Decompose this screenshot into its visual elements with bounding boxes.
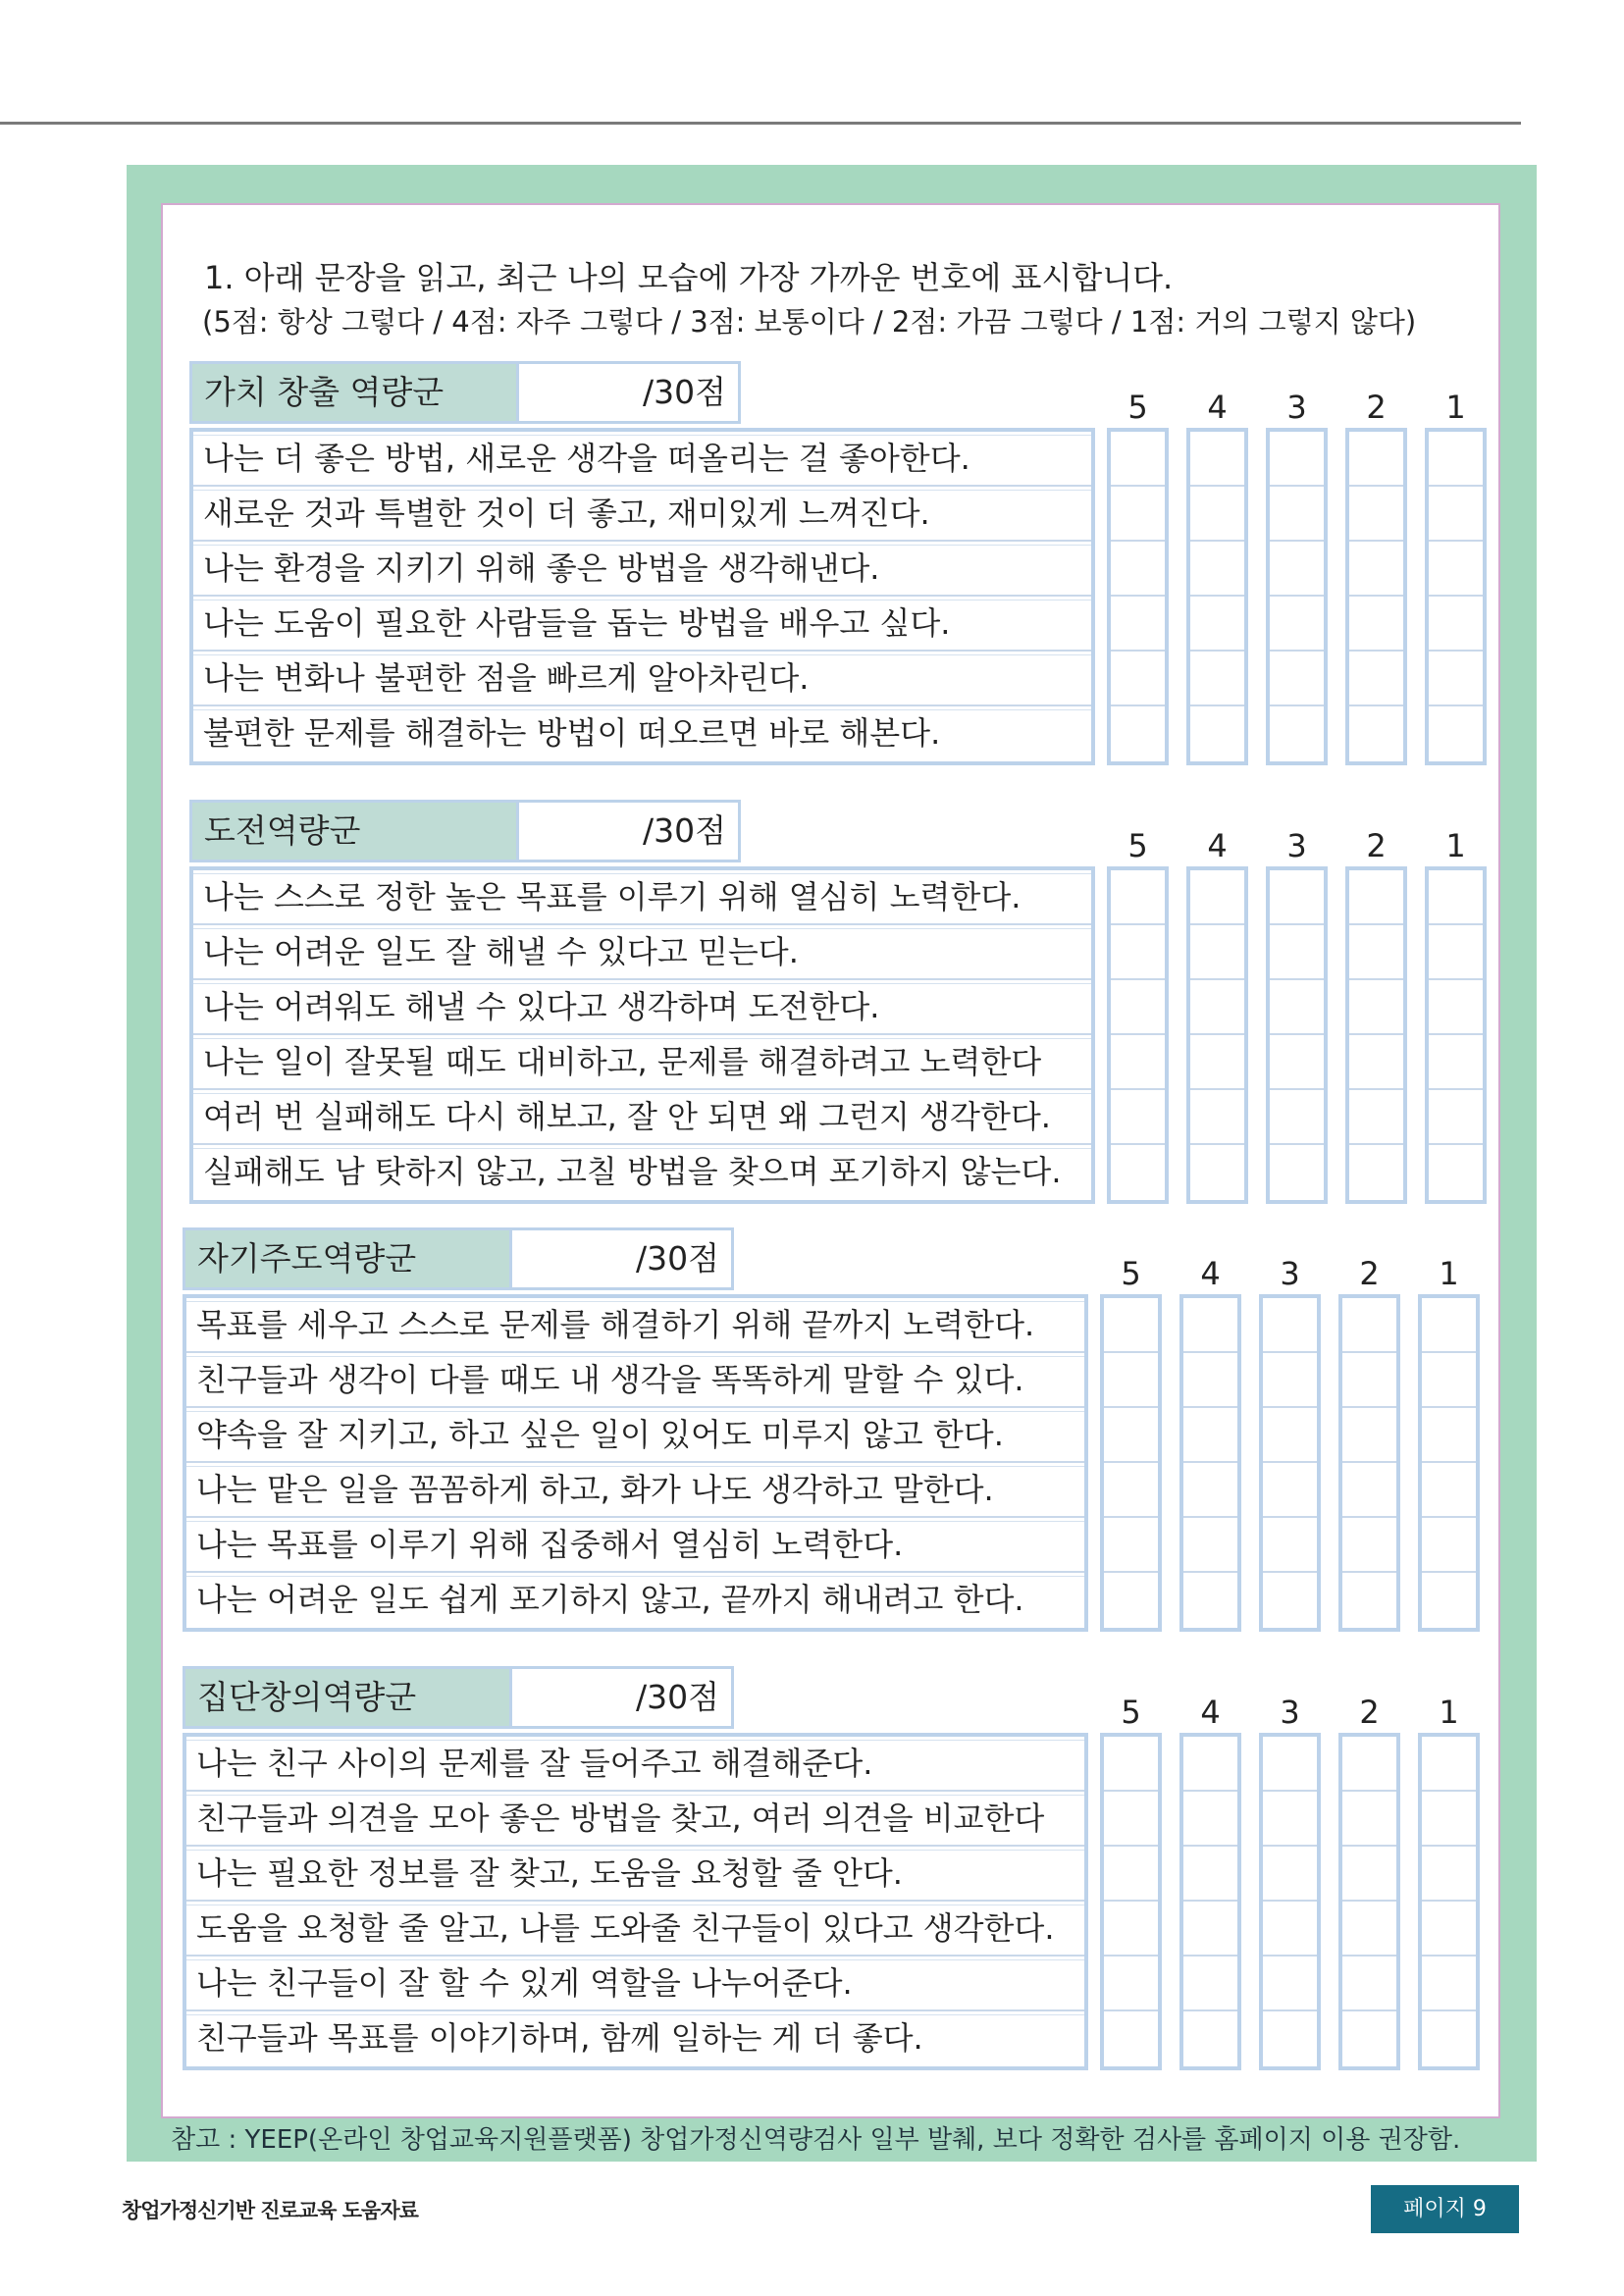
scale-label: 5 — [1121, 1255, 1141, 1292]
rating-checkbox[interactable] — [1422, 1463, 1476, 1518]
rating-checkbox[interactable] — [1429, 652, 1483, 706]
rating-checkbox[interactable] — [1190, 870, 1244, 925]
document-title: 창업가정신기반 진로교육 도움자료 — [122, 2199, 418, 2222]
rating-column-1 — [1418, 1294, 1480, 1632]
scale-label: 2 — [1366, 389, 1387, 426]
rating-checkbox[interactable] — [1349, 1090, 1403, 1145]
rating-checkbox[interactable] — [1104, 1957, 1158, 2011]
rating-column-2 — [1338, 1294, 1400, 1632]
rating-checkbox[interactable] — [1183, 1353, 1237, 1408]
rating-column-4 — [1186, 866, 1248, 1204]
rating-checkbox[interactable] — [1342, 1902, 1396, 1957]
rating-checkbox[interactable] — [1183, 1408, 1237, 1463]
rating-checkbox[interactable] — [1104, 1353, 1158, 1408]
rating-column-3 — [1266, 428, 1328, 765]
rating-checkbox[interactable] — [1190, 432, 1244, 487]
rating-checkbox[interactable] — [1349, 1035, 1403, 1090]
rating-checkbox[interactable] — [1270, 542, 1324, 597]
rating-checkbox[interactable] — [1349, 597, 1403, 652]
section-header — [189, 361, 741, 424]
rating-checkbox[interactable] — [1422, 1353, 1476, 1408]
rating-checkbox[interactable] — [1183, 1792, 1237, 1847]
rating-column-4 — [1186, 428, 1248, 765]
rating-checkbox[interactable] — [1183, 1298, 1237, 1353]
rating-checkbox[interactable] — [1263, 1737, 1317, 1792]
rating-checkbox[interactable] — [1349, 487, 1403, 542]
rating-checkbox[interactable] — [1429, 980, 1483, 1035]
statement-row: 나는 목표를 이루기 위해 집중해서 열심히 노력한다. — [186, 1518, 1084, 1573]
rating-checkbox[interactable] — [1429, 1090, 1483, 1145]
rating-checkbox[interactable] — [1183, 1737, 1237, 1792]
rating-checkbox[interactable] — [1104, 1792, 1158, 1847]
rating-checkbox[interactable] — [1429, 487, 1483, 542]
rating-checkbox[interactable] — [1349, 1145, 1403, 1200]
rating-checkbox[interactable] — [1104, 2011, 1158, 2066]
rating-checkbox[interactable] — [1270, 980, 1324, 1035]
rating-checkbox[interactable] — [1342, 1353, 1396, 1408]
rating-checkbox[interactable] — [1349, 432, 1403, 487]
competency-section — [183, 1227, 1497, 1640]
statement-row: 여러 번 실패해도 다시 해보고, 잘 안 되면 왜 그런지 생각한다. — [193, 1090, 1091, 1145]
rating-column-1 — [1418, 1733, 1480, 2070]
statement-row: 약속을 잘 지키고, 하고 싶은 일이 있어도 미루지 않고 한다. — [186, 1408, 1084, 1463]
rating-column-5 — [1100, 1733, 1162, 2070]
section-header — [183, 1666, 734, 1729]
rating-checkbox[interactable] — [1190, 925, 1244, 980]
rating-checkbox[interactable] — [1104, 1847, 1158, 1902]
rating-checkbox[interactable] — [1349, 980, 1403, 1035]
scale-label: 3 — [1286, 389, 1307, 426]
rating-column-5 — [1107, 428, 1169, 765]
statement-row: 나는 변화나 불편한 점을 빠르게 알아차린다. — [193, 652, 1091, 706]
rating-checkbox[interactable] — [1429, 432, 1483, 487]
rating-checkbox[interactable] — [1270, 925, 1324, 980]
rating-checkbox[interactable] — [1422, 1298, 1476, 1353]
competency-section — [189, 800, 1504, 1212]
rating-checkbox[interactable] — [1429, 1035, 1483, 1090]
statement-list — [183, 1294, 1088, 1632]
rating-checkbox[interactable] — [1342, 1408, 1396, 1463]
rating-checkbox[interactable] — [1111, 1145, 1165, 1200]
rating-checkbox[interactable] — [1422, 1902, 1476, 1957]
rating-checkbox[interactable] — [1429, 925, 1483, 980]
rating-checkbox[interactable] — [1342, 1573, 1396, 1628]
rating-checkbox[interactable] — [1104, 1573, 1158, 1628]
rating-checkbox[interactable] — [1263, 1957, 1317, 2011]
section-score-field[interactable]: /30점 — [519, 364, 738, 421]
rating-checkbox[interactable] — [1183, 2011, 1237, 2066]
statement-row: 친구들과 목표를 이야기하며, 함께 일하는 게 더 좋다. — [186, 2011, 1084, 2066]
scale-label: 2 — [1359, 1694, 1380, 1731]
section-title: 자기주도역량군 — [185, 1230, 512, 1287]
scale-label: 1 — [1445, 389, 1466, 426]
rating-checkbox[interactable] — [1263, 1847, 1317, 1902]
statement-row: 나는 더 좋은 방법, 새로운 생각을 떠올리는 걸 좋아한다. — [193, 432, 1091, 487]
scale-label: 1 — [1445, 827, 1466, 864]
rating-checkbox[interactable] — [1349, 925, 1403, 980]
rating-column-1 — [1425, 428, 1487, 765]
statement-row: 목표를 세우고 스스로 문제를 해결하기 위해 끝까지 노력한다. — [186, 1298, 1084, 1353]
rating-checkbox[interactable] — [1422, 1737, 1476, 1792]
rating-checkbox[interactable] — [1429, 597, 1483, 652]
rating-checkbox[interactable] — [1422, 1957, 1476, 2011]
rating-checkbox[interactable] — [1190, 980, 1244, 1035]
statement-row: 새로운 것과 특별한 것이 더 좋고, 재미있게 느껴진다. — [193, 487, 1091, 542]
rating-checkbox[interactable] — [1183, 1847, 1237, 1902]
rating-checkbox[interactable] — [1111, 652, 1165, 706]
rating-checkbox[interactable] — [1183, 1573, 1237, 1628]
rating-column-1 — [1425, 866, 1487, 1204]
rating-column-4 — [1179, 1733, 1241, 2070]
rating-checkbox[interactable] — [1104, 1408, 1158, 1463]
rating-checkbox[interactable] — [1422, 1792, 1476, 1847]
rating-checkbox[interactable] — [1104, 1902, 1158, 1957]
statement-row: 실패해도 남 탓하지 않고, 고칠 방법을 찾으며 포기하지 않는다. — [193, 1145, 1091, 1200]
statement-row: 나는 어려워도 해낼 수 있다고 생각하며 도전한다. — [193, 980, 1091, 1035]
section-score-field[interactable]: /30점 — [519, 803, 738, 860]
statement-row: 친구들과 의견을 모아 좋은 방법을 찾고, 여러 의견을 비교한다 — [186, 1792, 1084, 1847]
rating-checkbox[interactable] — [1190, 652, 1244, 706]
statement-list — [183, 1733, 1088, 2070]
rating-column-2 — [1338, 1733, 1400, 2070]
statement-row: 나는 어려운 일도 쉽게 포기하지 않고, 끝까지 해내려고 한다. — [186, 1573, 1084, 1628]
rating-checkbox[interactable] — [1111, 1090, 1165, 1145]
scale-label: 4 — [1200, 1694, 1221, 1731]
rating-checkbox[interactable] — [1263, 1298, 1317, 1353]
rating-checkbox[interactable] — [1270, 1035, 1324, 1090]
rating-checkbox[interactable] — [1190, 542, 1244, 597]
section-score-field[interactable]: /30점 — [512, 1230, 731, 1287]
rating-checkbox[interactable] — [1342, 1463, 1396, 1518]
rating-checkbox[interactable] — [1263, 1518, 1317, 1573]
scale-label: 4 — [1207, 389, 1228, 426]
rating-checkbox[interactable] — [1342, 1518, 1396, 1573]
rating-checkbox[interactable] — [1104, 1298, 1158, 1353]
rating-checkbox[interactable] — [1111, 870, 1165, 925]
rating-column-2 — [1345, 866, 1407, 1204]
section-title: 도전역량군 — [192, 803, 519, 860]
rating-checkbox[interactable] — [1111, 1035, 1165, 1090]
statement-row: 나는 필요한 정보를 잘 찾고, 도움을 요청할 줄 안다. — [186, 1847, 1084, 1902]
rating-checkbox[interactable] — [1263, 1573, 1317, 1628]
rating-checkbox[interactable] — [1111, 487, 1165, 542]
rating-checkbox[interactable] — [1270, 870, 1324, 925]
reference-note: 참고 : YEEP(온라인 창업교육지원플랫폼) 창업가정신역량검사 일부 발췌, 보다 정확한 검사를 홈페이지 이용 권장함. — [171, 2125, 1461, 2155]
rating-checkbox[interactable] — [1270, 1145, 1324, 1200]
statement-row: 나는 환경을 지키기 위해 좋은 방법을 생각해낸다. — [193, 542, 1091, 597]
rating-checkbox[interactable] — [1349, 542, 1403, 597]
scale-label: 4 — [1207, 827, 1228, 864]
scale-label: 5 — [1127, 827, 1148, 864]
rating-checkbox[interactable] — [1342, 1957, 1396, 2011]
competency-section — [189, 361, 1504, 773]
rating-checkbox[interactable] — [1190, 1035, 1244, 1090]
rating-checkbox[interactable] — [1190, 487, 1244, 542]
statement-row: 나는 도움이 필요한 사람들을 돕는 방법을 배우고 싶다. — [193, 597, 1091, 652]
rating-checkbox[interactable] — [1422, 1408, 1476, 1463]
rating-checkbox[interactable] — [1270, 1090, 1324, 1145]
rating-checkbox[interactable] — [1111, 706, 1165, 761]
page-number-badge: 페이지 9 — [1371, 2185, 1519, 2233]
rating-column-3 — [1259, 1294, 1321, 1632]
rating-checkbox[interactable] — [1270, 597, 1324, 652]
scale-label: 2 — [1366, 827, 1387, 864]
rating-checkbox[interactable] — [1422, 1518, 1476, 1573]
rating-checkbox[interactable] — [1111, 542, 1165, 597]
rating-checkbox[interactable] — [1270, 432, 1324, 487]
statement-list — [189, 866, 1095, 1204]
rating-checkbox[interactable] — [1342, 1792, 1396, 1847]
rating-checkbox[interactable] — [1429, 1145, 1483, 1200]
section-header — [183, 1227, 734, 1290]
rating-column-5 — [1100, 1294, 1162, 1632]
rating-checkbox[interactable] — [1111, 980, 1165, 1035]
rating-checkbox[interactable] — [1190, 597, 1244, 652]
rating-column-2 — [1345, 428, 1407, 765]
rating-checkbox[interactable] — [1263, 1463, 1317, 1518]
rating-checkbox[interactable] — [1104, 1737, 1158, 1792]
statement-row: 나는 친구 사이의 문제를 잘 들어주고 해결해준다. — [186, 1737, 1084, 1792]
rating-column-5 — [1107, 866, 1169, 1204]
statement-row: 나는 일이 잘못될 때도 대비하고, 문제를 해결하려고 노력한다 — [193, 1035, 1091, 1090]
rating-checkbox[interactable] — [1263, 1792, 1317, 1847]
statement-row: 도움을 요청할 줄 알고, 나를 도와줄 친구들이 있다고 생각한다. — [186, 1902, 1084, 1957]
instruction-text: 1. 아래 문장을 읽고, 최근 나의 모습에 가장 가까운 번호에 표시합니다. — [204, 259, 1174, 296]
scale-label: 3 — [1286, 827, 1307, 864]
rating-checkbox[interactable] — [1183, 1902, 1237, 1957]
scale-label: 3 — [1280, 1255, 1300, 1292]
rating-checkbox[interactable] — [1342, 1298, 1396, 1353]
section-title: 집단창의역량군 — [185, 1669, 512, 1726]
statement-row: 불편한 문제를 해결하는 방법이 떠오르면 바로 해본다. — [193, 706, 1091, 761]
rating-checkbox[interactable] — [1349, 652, 1403, 706]
rating-checkbox[interactable] — [1263, 1408, 1317, 1463]
statement-row: 나는 친구들이 잘 할 수 있게 역할을 나누어준다. — [186, 1957, 1084, 2011]
scale-label: 1 — [1439, 1255, 1459, 1292]
rating-checkbox[interactable] — [1422, 1573, 1476, 1628]
rating-checkbox[interactable] — [1429, 870, 1483, 925]
rating-column-3 — [1266, 866, 1328, 1204]
rating-checkbox[interactable] — [1111, 925, 1165, 980]
scale-label: 5 — [1121, 1694, 1141, 1731]
statement-row: 나는 스스로 정한 높은 목표를 이루기 위해 열심히 노력한다. — [193, 870, 1091, 925]
rating-checkbox[interactable] — [1190, 1145, 1244, 1200]
rating-checkbox[interactable] — [1429, 706, 1483, 761]
competency-section — [183, 1666, 1497, 2078]
section-score-field[interactable]: /30점 — [512, 1669, 731, 1726]
rating-checkbox[interactable] — [1270, 487, 1324, 542]
scale-legend: (5점: 항상 그렇다 / 4점: 자주 그렇다 / 3점: 보통이다 / 2점: 가끔 그렇다 / 1점: 거의 그렇지 않다) — [202, 305, 1417, 339]
rating-checkbox[interactable] — [1342, 1737, 1396, 1792]
rating-checkbox[interactable] — [1270, 706, 1324, 761]
rating-checkbox[interactable] — [1183, 1957, 1237, 2011]
rating-checkbox[interactable] — [1263, 1902, 1317, 1957]
statement-row: 나는 맡은 일을 꼼꼼하게 하고, 화가 나도 생각하고 말한다. — [186, 1463, 1084, 1518]
statement-row: 나는 어려운 일도 잘 해낼 수 있다고 믿는다. — [193, 925, 1091, 980]
rating-checkbox[interactable] — [1111, 432, 1165, 487]
scale-label: 2 — [1359, 1255, 1380, 1292]
rating-checkbox[interactable] — [1422, 1847, 1476, 1902]
rating-checkbox[interactable] — [1429, 542, 1483, 597]
rating-checkbox[interactable] — [1263, 2011, 1317, 2066]
rating-checkbox[interactable] — [1342, 1847, 1396, 1902]
rating-checkbox[interactable] — [1263, 1353, 1317, 1408]
rating-checkbox[interactable] — [1104, 1463, 1158, 1518]
rating-checkbox[interactable] — [1111, 597, 1165, 652]
rating-checkbox[interactable] — [1349, 870, 1403, 925]
rating-column-3 — [1259, 1733, 1321, 2070]
rating-checkbox[interactable] — [1104, 1518, 1158, 1573]
statement-list — [189, 428, 1095, 765]
rating-checkbox[interactable] — [1183, 1463, 1237, 1518]
rating-checkbox[interactable] — [1342, 2011, 1396, 2066]
section-header — [189, 800, 741, 862]
scale-label: 4 — [1200, 1255, 1221, 1292]
scale-label: 5 — [1127, 389, 1148, 426]
scale-label: 3 — [1280, 1694, 1300, 1731]
rating-column-4 — [1179, 1294, 1241, 1632]
statement-row: 친구들과 생각이 다를 때도 내 생각을 똑똑하게 말할 수 있다. — [186, 1353, 1084, 1408]
rating-checkbox[interactable] — [1270, 652, 1324, 706]
rating-checkbox[interactable] — [1349, 706, 1403, 761]
rating-checkbox[interactable] — [1190, 706, 1244, 761]
section-title: 가치 창출 역량군 — [192, 364, 519, 421]
header-rule — [0, 122, 1521, 125]
rating-checkbox[interactable] — [1190, 1090, 1244, 1145]
scale-label: 1 — [1439, 1694, 1459, 1731]
rating-checkbox[interactable] — [1422, 2011, 1476, 2066]
rating-checkbox[interactable] — [1183, 1518, 1237, 1573]
